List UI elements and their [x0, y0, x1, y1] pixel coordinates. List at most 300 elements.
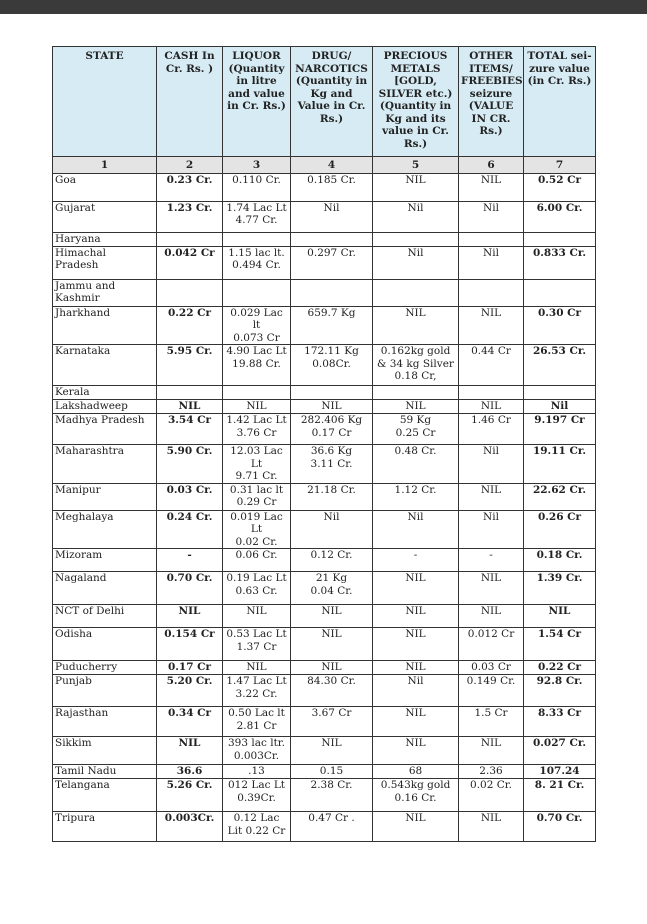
table-row	[53, 483, 596, 510]
drugs-line: Nil	[323, 201, 340, 214]
cell-state	[53, 445, 157, 484]
state-line: Kashmir	[55, 292, 100, 304]
cell-drugs	[291, 707, 373, 737]
drugs-line: 0.47 Cr .	[308, 812, 355, 824]
metals-line: Nil	[407, 201, 424, 214]
cell-state	[53, 232, 157, 246]
cell-metals	[373, 279, 459, 306]
table-row	[53, 345, 596, 386]
drugs-line: 172.11 Kg	[304, 345, 359, 357]
cell-drugs	[291, 246, 373, 279]
liquor-line: 0.494 Cr.	[232, 259, 281, 271]
drugs-line: NIL	[321, 661, 342, 673]
cell-metals	[373, 628, 459, 661]
state-line: Nagaland	[55, 572, 107, 584]
cell-state	[53, 628, 157, 661]
cell-other: NIL	[459, 400, 524, 414]
metals-line: -	[413, 549, 418, 561]
cell-metals	[373, 605, 459, 628]
drugs-line: 659.7 Kg	[307, 306, 356, 319]
cell-metals	[373, 445, 459, 484]
liquor-line: 0.29 Cr	[236, 496, 277, 508]
cell-state	[53, 400, 157, 414]
cell-state	[53, 414, 157, 445]
cell-cash: NIL	[157, 737, 223, 765]
metals-line: NIL	[405, 707, 426, 719]
cell-cash: NIL	[157, 400, 223, 414]
state-line: Jammu and	[55, 279, 116, 292]
cell-total: 9.197 Cr	[524, 414, 596, 445]
liquor-line: 0.003Cr.	[233, 749, 280, 762]
header-other: OTHER ITEMS/ FREEBIES seizure (VALUE IN CR. Rs.)	[459, 47, 524, 157]
cell-total: 0.22 Cr	[524, 661, 596, 675]
table-body	[53, 173, 596, 842]
cell-metals	[373, 306, 459, 345]
liquor-line: 12.03 Lac Lt	[230, 445, 283, 470]
state-line: Rajasthan	[55, 707, 109, 719]
cell-cash: 36.6	[157, 765, 223, 779]
cell-liquor	[223, 510, 291, 549]
table-row	[53, 628, 596, 661]
header-state: STATE	[53, 47, 157, 157]
cell-state	[53, 483, 157, 510]
cell-metals	[373, 201, 459, 232]
cell-other: Nil	[459, 510, 524, 549]
metals-line: 0.16 Cr.	[394, 791, 437, 804]
cell-other: 0.02 Cr.	[459, 779, 524, 812]
cell-drugs	[291, 201, 373, 232]
state-line: Tripura	[55, 812, 96, 824]
cell-metals	[373, 737, 459, 765]
cell-other: Nil	[459, 246, 524, 279]
state-line: Odisha	[55, 628, 93, 640]
cell-total: 19.11 Cr.	[524, 445, 596, 484]
cell-drugs	[291, 386, 373, 400]
metals-line: NIL	[405, 306, 426, 319]
cell-liquor	[223, 445, 291, 484]
drugs-line: 3.11 Cr.	[310, 457, 353, 470]
cell-cash: 0.24 Cr.	[157, 510, 223, 549]
liquor-line: 0.53 Lac Lt	[226, 628, 287, 640]
state-line: Karnataka	[55, 345, 111, 357]
cell-other: NIL	[459, 737, 524, 765]
cell-drugs	[291, 483, 373, 510]
cell-other: NIL	[459, 605, 524, 628]
cell-liquor	[223, 605, 291, 628]
cell-liquor	[223, 279, 291, 306]
liquor-line: 0.029 Lac lt	[230, 306, 283, 331]
cell-state	[53, 765, 157, 779]
state-line: Telangana	[55, 779, 110, 791]
cell-total: 0.26 Cr	[524, 510, 596, 549]
table-row	[53, 737, 596, 765]
liquor-line: 0.110 Cr.	[232, 173, 281, 186]
liquor-line: 4.90 Lac Lt	[226, 345, 287, 357]
table-row	[53, 414, 596, 445]
cell-liquor	[223, 345, 291, 386]
header-drugs: DRUG/ NARCOTICS (Quantity in Kg and Value in Cr. Rs.)	[291, 47, 373, 157]
table-row	[53, 605, 596, 628]
cell-cash	[157, 386, 223, 400]
liquor-line: NIL	[246, 400, 267, 412]
seizure-table	[52, 46, 596, 842]
state-line: Manipur	[55, 483, 101, 496]
table-row	[53, 572, 596, 605]
cell-total: 1.54 Cr	[524, 628, 596, 661]
cell-drugs	[291, 605, 373, 628]
cell-state	[53, 386, 157, 400]
cell-cash: 0.17 Cr	[157, 661, 223, 675]
cell-total	[524, 386, 596, 400]
drugs-line: 21 Kg	[315, 572, 348, 584]
cell-total: 0.52 Cr	[524, 173, 596, 201]
drugs-line: 3.67 Cr	[311, 707, 352, 719]
cell-other: Nil	[459, 201, 524, 232]
cell-metals	[373, 707, 459, 737]
cell-total: 26.53 Cr.	[524, 345, 596, 386]
table-row	[53, 707, 596, 737]
table-row	[53, 306, 596, 345]
cell-other: Nil	[459, 445, 524, 484]
liquor-line: 0.02 Cr.	[235, 535, 278, 548]
column-number-row	[53, 157, 596, 174]
cell-liquor	[223, 675, 291, 707]
col-number: 5	[373, 157, 459, 174]
cell-state	[53, 707, 157, 737]
liquor-line: 0.50 Lac lt	[228, 707, 285, 719]
state-line: Maharashtra	[55, 445, 124, 457]
metals-line: 1.12 Cr.	[394, 483, 437, 496]
cell-liquor	[223, 737, 291, 765]
state-line: NCT of Delhi	[55, 605, 125, 617]
metals-line: Nil	[407, 675, 424, 687]
cell-liquor	[223, 628, 291, 661]
cell-cash: 0.003Cr.	[157, 812, 223, 842]
cell-metals	[373, 483, 459, 510]
cell-liquor	[223, 765, 291, 779]
cell-metals	[373, 812, 459, 842]
cell-drugs	[291, 737, 373, 765]
cell-other: 2.36	[459, 765, 524, 779]
cell-metals	[373, 400, 459, 414]
top-bar	[0, 0, 647, 14]
cell-liquor	[223, 483, 291, 510]
cell-metals	[373, 572, 459, 605]
cell-metals	[373, 765, 459, 779]
liquor-line: 0.06 Cr.	[235, 549, 278, 561]
cell-metals	[373, 779, 459, 812]
liquor-line: .13	[248, 765, 265, 777]
drugs-line: NIL	[321, 605, 342, 617]
cell-other: 0.44 Cr	[459, 345, 524, 386]
cell-drugs	[291, 661, 373, 675]
cell-total: 8.33 Cr	[524, 707, 596, 737]
cell-state	[53, 605, 157, 628]
cell-other	[459, 279, 524, 306]
cell-drugs	[291, 812, 373, 842]
cell-other: NIL	[459, 572, 524, 605]
cell-cash: 0.23 Cr.	[157, 173, 223, 201]
header-cash: CASH In Cr. Rs. )	[157, 47, 223, 157]
drugs-line: 0.297 Cr.	[307, 246, 356, 259]
liquor-line: 1.37 Cr	[236, 640, 277, 653]
state-line: Mizoram	[55, 549, 103, 561]
cell-drugs	[291, 173, 373, 201]
cell-metals	[373, 675, 459, 707]
col-number: 3	[223, 157, 291, 174]
liquor-line: 19.88 Cr.	[232, 357, 281, 370]
liquor-line: NIL	[246, 605, 267, 617]
cell-metals	[373, 232, 459, 246]
cell-state	[53, 812, 157, 842]
liquor-line: 1.42 Lac Lt	[226, 414, 287, 426]
metals-line: 0.25 Cr	[395, 426, 436, 439]
state-line: Punjab	[55, 675, 92, 687]
table-row	[53, 812, 596, 842]
liquor-line: 9.71 Cr.	[235, 470, 278, 482]
table-row	[53, 279, 596, 306]
drugs-line: NIL	[321, 628, 342, 640]
drugs-line: 0.185 Cr.	[307, 173, 356, 186]
liquor-line: 0.073 Cr	[233, 331, 280, 344]
drugs-line: 0.17 Cr	[311, 426, 352, 439]
cell-other	[459, 386, 524, 400]
cell-liquor	[223, 400, 291, 414]
table-row	[53, 661, 596, 675]
header-liquor: LIQUOR (Quantity in litre and value in Cr. Rs.)	[223, 47, 291, 157]
drugs-line: 0.04 Cr.	[310, 584, 353, 597]
state-line: Kerala	[55, 386, 90, 398]
cell-drugs	[291, 232, 373, 246]
cell-other: NIL	[459, 812, 524, 842]
drugs-line: 0.12 Cr.	[310, 549, 353, 561]
metals-line: NIL	[405, 661, 426, 673]
metals-line: Nil	[407, 246, 424, 259]
liquor-line: 0.12 Lac	[233, 812, 280, 824]
state-line: Goa	[55, 173, 76, 186]
header-row	[53, 47, 596, 157]
cell-cash: 0.042 Cr	[157, 246, 223, 279]
cell-liquor	[223, 173, 291, 201]
cell-cash: 0.70 Cr.	[157, 572, 223, 605]
cell-total: 107.24	[524, 765, 596, 779]
liquor-line: 1.47 Lac Lt	[226, 675, 287, 687]
cell-total: 0.833 Cr.	[524, 246, 596, 279]
state-line: Himachal	[55, 246, 106, 259]
cell-drugs	[291, 306, 373, 345]
table-row	[53, 232, 596, 246]
table-row	[53, 173, 596, 201]
drugs-line: NIL	[321, 400, 342, 412]
cell-other: NIL	[459, 306, 524, 345]
table-row	[53, 201, 596, 232]
cell-cash: 0.34 Cr	[157, 707, 223, 737]
metals-line: NIL	[405, 572, 426, 584]
liquor-line: 1.15 lac lt.	[228, 246, 285, 259]
cell-other: -	[459, 549, 524, 572]
drugs-line: 282.406 Kg	[300, 414, 363, 426]
drugs-line: 21.18 Cr.	[307, 483, 356, 496]
cell-liquor	[223, 232, 291, 246]
cell-metals	[373, 246, 459, 279]
cell-cash: 5.90 Cr.	[157, 445, 223, 484]
cell-drugs	[291, 445, 373, 484]
cell-total: 6.00 Cr.	[524, 201, 596, 232]
cell-liquor	[223, 572, 291, 605]
cell-drugs	[291, 572, 373, 605]
state-line: Jharkhand	[55, 306, 111, 319]
state-line: Gujarat	[55, 201, 96, 214]
cell-metals	[373, 345, 459, 386]
liquor-line: 3.76 Cr	[236, 426, 277, 439]
liquor-line: NIL	[246, 661, 267, 673]
liquor-line: 393 lac ltr.	[228, 737, 285, 749]
cell-total: 0.70 Cr.	[524, 812, 596, 842]
cell-drugs	[291, 510, 373, 549]
table-row	[53, 510, 596, 549]
cell-cash: 3.54 Cr	[157, 414, 223, 445]
metals-line: NIL	[405, 173, 426, 186]
metals-line: 0.543kg gold	[380, 779, 451, 791]
cell-total: 0.30 Cr	[524, 306, 596, 345]
state-line: Puducherry	[55, 661, 118, 673]
cell-metals	[373, 510, 459, 549]
cell-other: 0.012 Cr	[459, 628, 524, 661]
state-line: Pradesh	[55, 259, 99, 271]
cell-other: 0.149 Cr.	[459, 675, 524, 707]
table-row	[53, 445, 596, 484]
liquor-line: 0.31 lac lt	[229, 483, 284, 496]
drugs-line: 0.15	[319, 765, 344, 777]
liquor-line: 0.019 Lac Lt	[230, 510, 283, 535]
cell-drugs	[291, 345, 373, 386]
cell-drugs	[291, 628, 373, 661]
cell-drugs	[291, 414, 373, 445]
cell-total: 1.39 Cr.	[524, 572, 596, 605]
liquor-line: 3.22 Cr.	[235, 687, 278, 700]
cell-liquor	[223, 779, 291, 812]
cell-cash	[157, 279, 223, 306]
cell-state	[53, 510, 157, 549]
metals-line: NIL	[405, 605, 426, 617]
cell-cash: 5.20 Cr.	[157, 675, 223, 707]
cell-liquor	[223, 707, 291, 737]
table-row	[53, 386, 596, 400]
metals-line: 68	[408, 765, 423, 777]
cell-cash: -	[157, 549, 223, 572]
cell-drugs	[291, 549, 373, 572]
cell-state	[53, 201, 157, 232]
cell-metals	[373, 414, 459, 445]
drugs-line: Nil	[323, 510, 340, 523]
cell-liquor	[223, 812, 291, 842]
table-row	[53, 549, 596, 572]
table-row	[53, 779, 596, 812]
liquor-line: Lit 0.22 Cr	[227, 824, 286, 837]
cell-liquor	[223, 246, 291, 279]
liquor-line: 012 Lac Lt	[227, 779, 286, 791]
cell-state	[53, 572, 157, 605]
cell-state	[53, 279, 157, 306]
cell-cash: 0.22 Cr	[157, 306, 223, 345]
drugs-line: 2.38 Cr.	[310, 779, 353, 791]
table-row	[53, 765, 596, 779]
cell-cash: 0.154 Cr	[157, 628, 223, 661]
header-metals: PRECIOUS METALS [GOLD, SILVER etc.) (Quantity in Kg and its value in Cr. Rs.)	[373, 47, 459, 157]
col-number: 6	[459, 157, 524, 174]
cell-other	[459, 232, 524, 246]
cell-liquor	[223, 306, 291, 345]
header-total: TOTAL sei- zure value (in Cr. Rs.)	[524, 47, 596, 157]
metals-line: NIL	[405, 812, 426, 824]
metals-line: 0.18 Cr,	[394, 370, 437, 382]
liquor-line: 1.74 Lac Lt	[226, 201, 287, 214]
cell-drugs	[291, 400, 373, 414]
metals-line: 0.48 Cr.	[394, 445, 437, 457]
cell-metals	[373, 549, 459, 572]
cell-total: NIL	[524, 605, 596, 628]
cell-other: 1.5 Cr	[459, 707, 524, 737]
cell-drugs	[291, 779, 373, 812]
cell-state	[53, 779, 157, 812]
metals-line: NIL	[405, 737, 426, 749]
cell-total: 0.18 Cr.	[524, 549, 596, 572]
cell-cash: NIL	[157, 605, 223, 628]
liquor-line: 2.81 Cr	[236, 719, 277, 732]
col-number: 4	[291, 157, 373, 174]
cell-liquor	[223, 201, 291, 232]
cell-total: 0.027 Cr.	[524, 737, 596, 765]
state-line: Tamil Nadu	[55, 765, 117, 777]
state-line: Madhya Pradesh	[55, 414, 145, 426]
drugs-line: NIL	[321, 737, 342, 749]
liquor-line: 4.77 Cr.	[235, 214, 278, 226]
cell-total: Nil	[524, 400, 596, 414]
cell-state	[53, 675, 157, 707]
cell-liquor	[223, 386, 291, 400]
cell-state	[53, 306, 157, 345]
col-number: 1	[53, 157, 157, 174]
cell-metals	[373, 386, 459, 400]
cell-cash: 5.26 Cr.	[157, 779, 223, 812]
cell-state	[53, 345, 157, 386]
cell-state	[53, 246, 157, 279]
cell-liquor	[223, 549, 291, 572]
cell-metals	[373, 173, 459, 201]
cell-other: NIL	[459, 483, 524, 510]
cell-cash	[157, 232, 223, 246]
cell-cash: 5.95 Cr.	[157, 345, 223, 386]
cell-total	[524, 279, 596, 306]
drugs-line: 36.6 Kg	[310, 445, 353, 457]
col-number: 7	[524, 157, 596, 174]
cell-liquor	[223, 661, 291, 675]
cell-metals	[373, 661, 459, 675]
metals-line: 59 Kg	[399, 414, 432, 426]
metals-line: NIL	[405, 400, 426, 412]
metals-line: NIL	[405, 628, 426, 640]
cell-drugs	[291, 279, 373, 306]
col-number: 2	[157, 157, 223, 174]
cell-drugs	[291, 765, 373, 779]
cell-total	[524, 232, 596, 246]
state-line: Meghalaya	[55, 510, 114, 523]
cell-other: 0.03 Cr	[459, 661, 524, 675]
drugs-line: 84.30 Cr.	[307, 675, 356, 687]
cell-state	[53, 549, 157, 572]
cell-cash: 0.03 Cr.	[157, 483, 223, 510]
state-line: Lakshadweep	[55, 400, 128, 412]
